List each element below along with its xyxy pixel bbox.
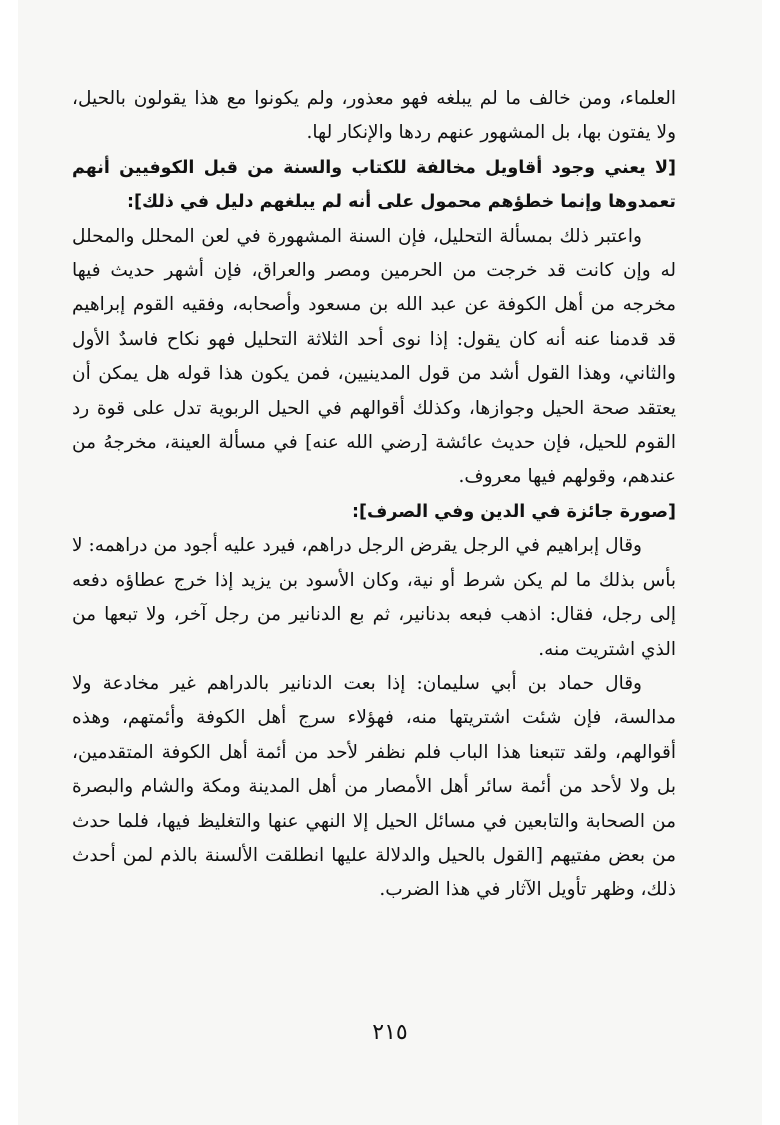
paragraph-intro: العلماء، ومن خالف ما لم يبلغه فهو معذور، ولم يكونوا مع هذا يقولون بالحيل، ولا يفتون بها، بل المشهور عنهم ردها والإنكار لها. <box>72 88 676 144</box>
paragraph-ibrahim-loan: وقال إبراهيم في الرجل يقرض الرجل دراهم، فيرد عليه أجود من دراهمه: لا بأس بذلك ما لم يكن شرط أو نية، وكان الأسود بن يزيد إذا خرج عطاؤه دفعه إلى رجل، فقال: اذهب فبعه بدنانير، ثم بع الدنانير من رجل آخر، ولا تبعها من الذي اشتريت منه. <box>72 535 676 660</box>
section-heading-sarf: [صورة جائزة في الدين وفي الصرف]: <box>352 501 676 522</box>
page-text-block <box>72 82 676 908</box>
paragraph-tahlil: واعتبر ذلك بمسألة التحليل، فإن السنة المشهورة في لعن المحلل والمحلل له وإن كانت قد خرجت من الحرمين ومصر والعراق، فإن أشهر حديث فيها مخرجه من أهل الكوفة عن عبد الله بن مسعود وأصحابه، وفقيه القوم إبراهيم قد قدمنا عنه أنه كان يقول: إذا نوى أحد الثلاثة التحليل فهو نكاح فاسدٌ الأول والثاني، وهذا القول أشد من قول المدينيين، فمن يكون هذا قوله هل يمكن أن يعتقد صحة الحيل وجوازها، وكذلك أقوالهم في الحيل الربوية تدل على قوة رد القوم للحيل، فإن حديث عائشة [رضي الله عنه] في مسألة العينة، مخرجهُ من عندهم، وقولهم فيها معروف. <box>72 225 676 488</box>
section-heading-kufans: [لا يعني وجود أقاويل مخالفة للكتاب والسنة من قبل الكوفيين أنهم تعمدوها وإنما خطؤهم محمول على أنه لم يبلغهم دليل في ذلك]: <box>72 157 676 213</box>
paragraph-hammad: وقال حماد بن أبي سليمان: إذا بعت الدنانير بالدراهم غير مخادعة ولا مدالسة، فإن شئت اشتريتها منه، فهؤلاء سرج أهل الكوفة وأئمتهم، وهذه أقوالهم، ولقد تتبعنا هذا الباب فلم نظفر لأحد من أئمة أهل الكوفة المتقدمين، بل ولا لأحد من أئمة سائر أهل الأمصار من أهل المدينة ومكة والشام والبصرة من الصحابة والتابعين في مسائل الحيل إلا النهي عنها والتغليظ فيها، فلما حدث من بعض مفتيهم [القول بالحيل والدلالة عليها انطلقت الألسنة بالذم لمن أحدث ذلك، وظهر تأويل الآثار في هذا الضرب. <box>72 672 676 901</box>
page-number: ٢١٥ <box>372 1020 408 1045</box>
